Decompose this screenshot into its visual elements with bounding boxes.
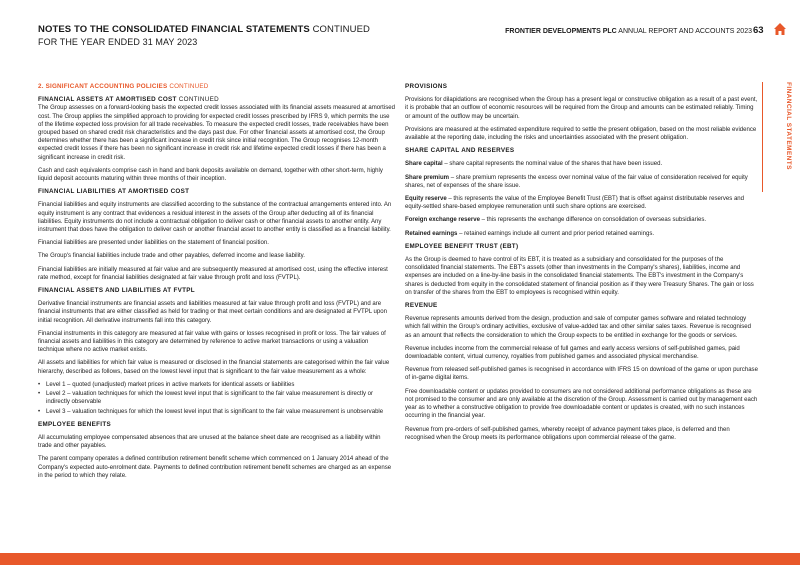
fair-value-levels-list — [38, 381, 395, 416]
home-icon[interactable] — [773, 22, 787, 36]
paragraph: Revenue represents amounts derived from the design, production and sale of computer games software and related technology which fall within the Group's ordinary activities, exclusive of value-added tax and other similar sales taxes. Revenue is recognised as an amount that reflects the consideration to which the Group expects to be entitled in exchange for the goods or services. — [405, 316, 751, 339]
page-header — [38, 24, 370, 48]
paragraph: Share premium – share premium represents the excess over nominal value of the fair value of consideration received for equity shares, net of expenses of the share issue. — [405, 174, 748, 189]
report-name: ANNUAL REPORT AND ACCOUNTS 2023 — [618, 28, 752, 35]
paragraph: Financial liabilities are presented under liabilities on the statement of financial position. — [38, 240, 269, 247]
paragraph: Retained earnings – retained earnings include all current and prior period retained earnings. — [405, 230, 655, 237]
subheading-share-capital: SHARE CAPITAL AND RESERVES — [405, 147, 515, 155]
page-title: NOTES TO THE CONSOLIDATED FINANCIAL STATEMENTS CONTINUED — [38, 24, 370, 35]
report-label — [505, 27, 752, 36]
paragraph: As the Group is deemed to have control of its EBT, it is treated as a subsidiary and consolidated for the purposes of the consolidated financial statements. The EBT's assets (other than investments in the Company's shares), liabilities, income and expenses are included on a line-by-line basis in the consolidated financial statements. The EBT's investment in the Company's shares is deducted from equity in the consolidated statement of financial position as if they were Treasury Shares. The gain or loss on transfer of the shares from the EBT to employees is recognised within equity. — [405, 257, 754, 296]
section-heading: 2. SIGNIFICANT ACCOUNTING POLICIES CONTINUED — [38, 83, 209, 90]
subheading-fvtpl: FINANCIAL ASSETS AND LIABILITIES AT FVTPL — [38, 287, 195, 295]
right-column — [405, 83, 758, 447]
paragraph: Financial liabilities are initially measured at fair value and are subsequently measured at amortised cost, using the effective interest rate method, except for financial liabilities designated at fair value through profit and loss (FVTPL). — [38, 266, 388, 281]
paragraph: Revenue from released self-published games is recognised in accordance with IFRS 15 on download of the game or upon purchase of in-game digital items. — [405, 367, 758, 382]
paragraph: Share capital – share capital represents the nominal value of the shares that have been issued. — [405, 161, 663, 168]
side-tab-rule — [762, 82, 763, 192]
subheading-amortised-cost: FINANCIAL ASSETS AT AMORTISED COST CONTINUED — [38, 96, 219, 104]
side-tab-financial-statements[interactable]: FINANCIAL STATEMENTS — [785, 82, 792, 170]
page-subtitle: FOR THE YEAR ENDED 31 MAY 2023 — [38, 37, 198, 47]
paragraph: Financial liabilities and equity instruments are classified according to the substance of the contractual arrangements entered into. An equity instrument is any contract that evidences a residual interest in the assets of the Group after deducting all of its financial liabilities. Equity instruments do not include a contractual obligation to deliver cash or other financial assets to another entity. Any instrument that does have the obligation to deliver cash or another financial asset to another entity is classified as a financial liability. — [38, 202, 392, 234]
paragraph: The Group's financial liabilities include trade and other payables, deferred income and lease liability. — [38, 253, 305, 260]
subheading-ebt: EMPLOYEE BENEFIT TRUST (EBT) — [405, 242, 519, 250]
paragraph: The parent company operates a defined contribution retirement benefit scheme which commenced on 1 January 2014 ahead of the Company's expected auto-enrolment date. Payments to defined contribution retirement benefit schemes are charged as an expense in the period to which they relate. — [38, 456, 392, 479]
subheading-employee-benefits: EMPLOYEE BENEFITS — [38, 420, 111, 428]
paragraph: Revenue from pre-orders of self-published games, whereby receipt of advance payment takes place, is deferred and then recognised when the Group meets its performance obligations upon commercial release of the game. — [405, 426, 730, 441]
paragraph: Foreign exchange reserve – this represents the exchange difference on consolidation of overseas subsidiaries. — [405, 217, 707, 224]
subheading-revenue: REVENUE — [405, 302, 438, 310]
company-name: FRONTIER DEVELOPMENTS PLC — [505, 28, 617, 35]
paragraph: Revenue includes income from the commercial release of full games and early access versions of self-published games, paid downloadable content, virtual currency, royalties from published games and associated physical merchandise. — [405, 345, 740, 361]
left-column — [38, 83, 395, 485]
paragraph: Provisions for dilapidations are recognised when the Group has a present legal or constructive obligation as a result of a past event, it is probable that an outflow of economic resources will be required from the Group and amounts can be estimated reliably. Timing or amount of the outflow may be uncertain. — [405, 97, 758, 120]
paragraph: Equity reserve – this represents the value of the Employee Benefit Trust (EBT) that is offset against distributable reserves and equity-settled share-based employee remuneration until such share options are exercised. — [405, 196, 745, 211]
paragraph: The Group assesses on a forward-looking basis the expected credit losses associated with its financial assets measured at amortised cost. The Group applies the simplified approach to providing for expected credit losses prescribed by IFRS 9, which permits the use of the lifetime expected loss provision for all trade receivables. To measure the expected credit losses, trade receivables have been grouped based on shared credit risk characteristics and the days past due. For other financial assets at amortised cost, the Group determines whether there has been a significant increase in credit risk since initial recognition. The Group recognises 12-month expected credit losses if there has been no significant increase in credit risk and lifetime expected credit losses if there has been a significant increase in credit risk. — [38, 105, 395, 161]
paragraph: All assets and liabilities for which fair value is measured or disclosed in the financial statements are categorised within the fair value hierarchy, described as follows, based on the lowest level input that is significant to the fair value measurement as a whole: — [38, 360, 390, 375]
list-item: • Level 2 – valuation techniques for which the lowest level input that is significant to the fair value measurement is directly or indirectly observable — [38, 390, 395, 406]
paragraph: Financial instruments in this category are measured at fair value with gains or losses recognised in profit or loss. The fair values of financial assets and liabilities in this category are determined by reference to active market transactions or using a valuation technique where no active market exists. — [38, 330, 386, 354]
subheading-provisions: PROVISIONS — [405, 83, 448, 90]
page-number: 63 — [753, 25, 764, 36]
paragraph: Cash and cash equivalents comprise cash in hand and bank deposits available on demand, together with other short-term, highly liquid deposit accounts maturing within three months of their inception. — [38, 167, 383, 183]
list-item: • Level 1 – quoted (unadjusted) market prices in active markets for identical assets or liabilities — [38, 381, 395, 389]
paragraph: Free downloadable content or updates provided to consumers are not considered additional performance obligations as these are not promised to the consumer and are only available at the discretion of the Group. Assessment is carried out by management each year as to whether a constructive obligation to provide free downloadable content or updates is created, with no such instances occurring in the financial year. — [405, 388, 758, 420]
paragraph: Provisions are measured at the estimated expenditure required to settle the present obligation, based on the most reliable evidence available at the reporting date, including the risks and uncertainties associated with the present obligation. — [405, 126, 757, 142]
paragraph: Derivative financial instruments are financial assets and liabilities measured at fair value through profit and loss (FVTPL) and are financial instruments that are either classified as held for trading or that meet certain conditions and are designated at FVTPL upon initial recognition. All derivative instruments fall into this category. — [38, 301, 388, 324]
list-item: • Level 3 – valuation techniques for which the lowest level input that is significant to the fair value measurement is unobservable — [38, 408, 395, 416]
paragraph: All accumulating employee compensated absences that are unused at the balance sheet date are recognised as a liability within trade and other payables. — [38, 434, 381, 450]
subheading-liabilities: FINANCIAL LIABILITIES AT AMORTISED COST — [38, 188, 190, 196]
footer-bar — [0, 553, 800, 565]
